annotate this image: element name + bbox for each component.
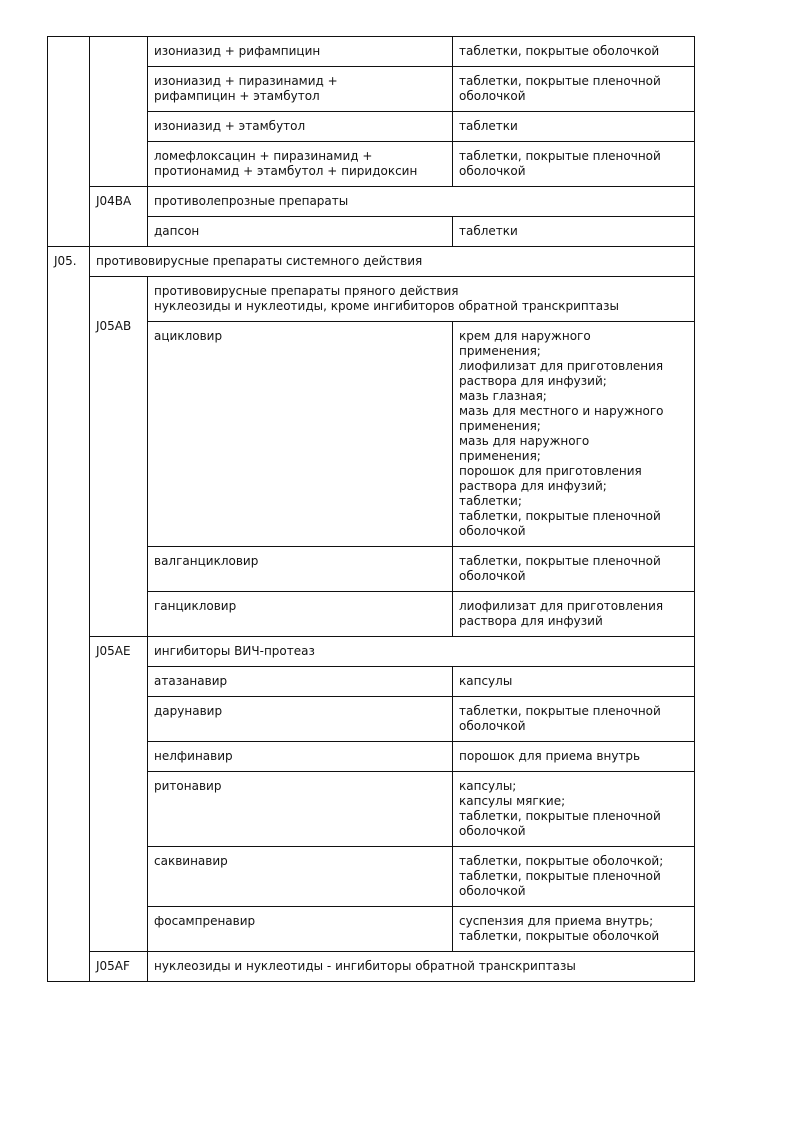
dosage-form: капсулы; капсулы мягкие; таблетки, покрытые пленочной оболочкой bbox=[453, 772, 695, 847]
dosage-form: крем для наружного применения; лиофилизат для приготовления раствора для инфузий; мазь глазная; мазь для местного и наружного применения; мазь для наружного применения; порошок для приготовления раствора для инфузий; таблетки; таблетки, покрытые пленочной оболочкой bbox=[453, 322, 695, 547]
drug-name: валганцикловир bbox=[148, 547, 453, 592]
drug-name: атазанавир bbox=[148, 667, 453, 697]
drug-name: ритонавир bbox=[148, 772, 453, 847]
drug-name: ацикловир bbox=[148, 322, 453, 547]
drug-name: дапсон bbox=[148, 217, 453, 247]
dosage-form: таблетки, покрытые пленочной оболочкой bbox=[453, 547, 695, 592]
drug-name: изониазид + этамбутол bbox=[148, 112, 453, 142]
drug-name: ломефлоксацин + пиразинамид + протионамид + этамбутол + пиридоксин bbox=[148, 142, 453, 187]
table-row bbox=[48, 277, 695, 322]
drug-name: ганцикловир bbox=[148, 592, 453, 637]
table-row bbox=[48, 952, 695, 982]
table-row bbox=[48, 187, 695, 217]
dosage-form: таблетки, покрытые пленочной оболочкой bbox=[453, 697, 695, 742]
group-label: ингибиторы ВИЧ-протеаз bbox=[148, 637, 695, 667]
dosage-form: таблетки, покрытые пленочной оболочкой bbox=[453, 142, 695, 187]
table-row bbox=[48, 637, 695, 667]
atc-code: J05AB bbox=[90, 277, 148, 637]
group-label: противолепрозные препараты bbox=[148, 187, 695, 217]
table-row bbox=[48, 37, 695, 67]
atc-code: J05AF bbox=[90, 952, 148, 982]
dosage-form: лиофилизат для приготовления раствора для инфузий bbox=[453, 592, 695, 637]
group-label: противовирусные препараты пряного действия нуклеозиды и нуклеотиды, кроме ингибиторов обратной транскриптазы bbox=[148, 277, 695, 322]
atc-code: J05. bbox=[48, 247, 90, 982]
atc-code: J05AE bbox=[90, 637, 148, 952]
drug-list-table bbox=[47, 36, 695, 982]
drug-name: изониазид + пиразинамид + рифампицин + этамбутол bbox=[148, 67, 453, 112]
dosage-form: суспензия для приема внутрь; таблетки, покрытые оболочкой bbox=[453, 907, 695, 952]
dosage-form: капсулы bbox=[453, 667, 695, 697]
drug-name: нелфинавир bbox=[148, 742, 453, 772]
dosage-form: таблетки bbox=[453, 112, 695, 142]
dosage-form: таблетки, покрытые пленочной оболочкой bbox=[453, 67, 695, 112]
dosage-form: таблетки bbox=[453, 217, 695, 247]
drug-name: фосампренавир bbox=[148, 907, 453, 952]
section-label: противовирусные препараты системного действия bbox=[90, 247, 695, 277]
code-cell-level1 bbox=[48, 37, 90, 247]
table-row bbox=[48, 247, 695, 277]
code-cell-level2 bbox=[90, 37, 148, 187]
dosage-form: таблетки, покрытые оболочкой bbox=[453, 37, 695, 67]
drug-name: саквинавир bbox=[148, 847, 453, 907]
dosage-form: таблетки, покрытые оболочкой; таблетки, покрытые пленочной оболочкой bbox=[453, 847, 695, 907]
dosage-form: порошок для приема внутрь bbox=[453, 742, 695, 772]
atc-code: J04BA bbox=[90, 187, 148, 247]
drug-name: изониазид + рифампицин bbox=[148, 37, 453, 67]
drug-name: дарунавир bbox=[148, 697, 453, 742]
group-label: нуклеозиды и нуклеотиды - ингибиторы обратной транскриптазы bbox=[148, 952, 695, 982]
